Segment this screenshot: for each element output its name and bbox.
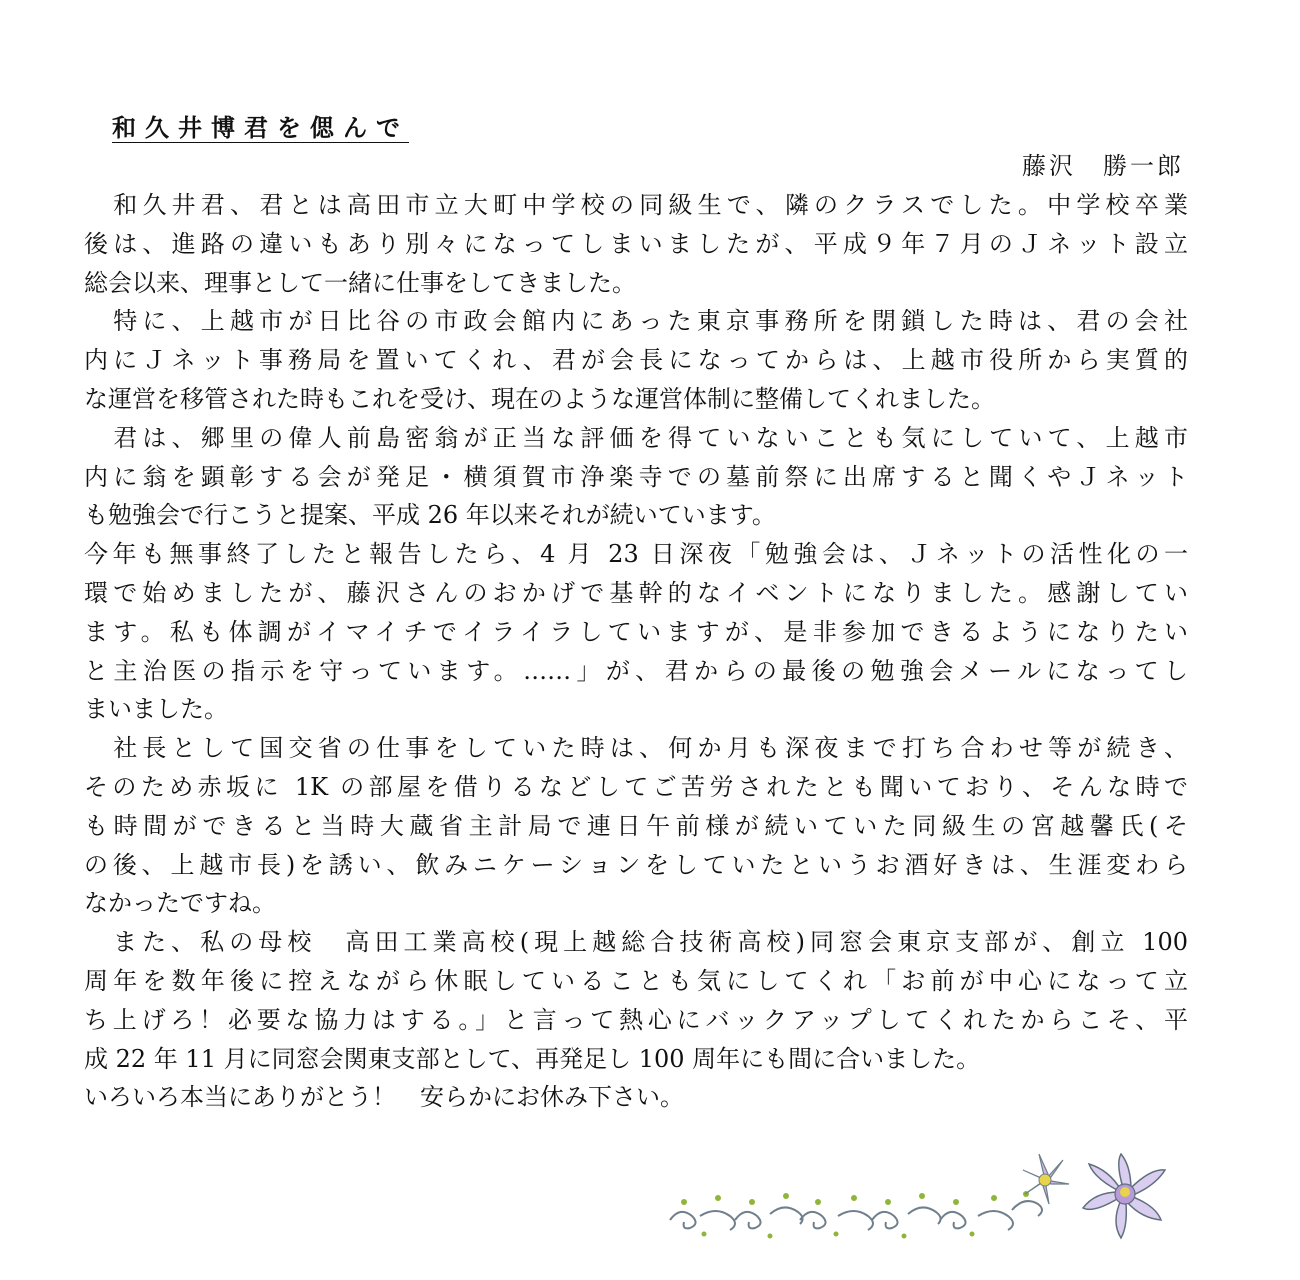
text-line: 周年を数年後に控えながら休眠していることも気にしてくれ「お前が中心になって立 xyxy=(84,966,1188,995)
text-line: も時間ができると当時大蔵省主計局で連日午前様が続いていた同級生の宮越馨氏(そ xyxy=(84,811,1188,840)
text-line: また、私の母校 高田工業高校(現上越総合技術高校)同窓会東京支部が、創立 100 xyxy=(84,928,1188,957)
text-line: まいました。 xyxy=(84,695,228,724)
flower-icon xyxy=(1023,1154,1069,1204)
flower-icon xyxy=(1083,1154,1165,1238)
text-line: いろいろ本当にありがとう！ 安らかにお休み下さい。 xyxy=(84,1083,684,1112)
text-line: の後、上越市長)を誘い、飲みニケーションをしていたというお酒好きは、生涯変わら xyxy=(84,850,1188,879)
text-line: な運営を移管された時もこれを受け、現在のような運営体制に整備してくれました。 xyxy=(84,384,996,413)
leaf-icons xyxy=(681,1191,1029,1239)
memorial-text xyxy=(84,186,1188,1117)
text-line: ち上げろ！必要な協力はする。」と言って熱心にバックアップしてくれたからこそ、平 xyxy=(84,1005,1188,1034)
text-line: と主治医の指示を守っています。‥‥‥」が、君からの最後の勉強会メールになってし xyxy=(84,656,1188,685)
text-line: 後は、進路の違いもあり別々になってしまいましたが、平成９年７月のＪネット設立 xyxy=(84,229,1188,258)
text-line: なかったですね。 xyxy=(84,889,276,918)
swirl-vine-decoration xyxy=(670,1201,1042,1230)
text-line: 環で始めましたが、藤沢さんのおかげで基幹的なイベントになりました。感謝してい xyxy=(84,578,1188,607)
text-line: も勉強会で行こうと提案、平成 26 年以来それが続いています。 xyxy=(84,501,776,530)
author-name: 藤沢 勝一郎 xyxy=(1022,152,1184,180)
text-line: 社長として国交省の仕事をしていた時は、何か月も深夜まで打ち合わせ等が続き、 xyxy=(84,734,1188,763)
page-title: 和久井博君を偲んで xyxy=(112,113,409,142)
text-line: 今年も無事終了したと報告したら、4 月 23 日深夜「勉強会は、Ｊネットの活性化の一 xyxy=(84,540,1188,569)
text-line: ます。私も体調がイマイチでイライラしていますが、是非参加できるようになりたい xyxy=(84,617,1188,646)
text-line: 内にＪネット事務局を置いてくれ、君が会長になってからは、上越市役所から実質的 xyxy=(84,346,1188,375)
text-line: 成 22 年 11 月に同窓会関東支部として、再発足し 100 周年にも間に合いました。 xyxy=(84,1044,981,1073)
text-line: 特に、上越市が日比谷の市政会館内にあった東京事務所を閉鎖した時は、君の会社 xyxy=(84,307,1188,336)
floral-vine-decoration xyxy=(660,1150,1190,1250)
text-line: 君は、郷里の偉人前島密翁が正当な評価を得ていないことも気にしていて、上越市 xyxy=(84,423,1188,452)
text-line: そのため赤坂に 1K の部屋を借りるなどしてご苦労されたとも聞いており、そんな時で xyxy=(84,772,1188,801)
text-line: 内に翁を顕彰する会が発足・横須賀市浄楽寺での墓前祭に出席すると聞くやＪネット xyxy=(84,462,1188,491)
text-line: 総会以来、理事として一緒に仕事をしてきました。 xyxy=(84,268,636,297)
text-line: 和久井君、君とは高田市立大町中学校の同級生で、隣のクラスでした。中学校卒業 xyxy=(84,191,1188,219)
